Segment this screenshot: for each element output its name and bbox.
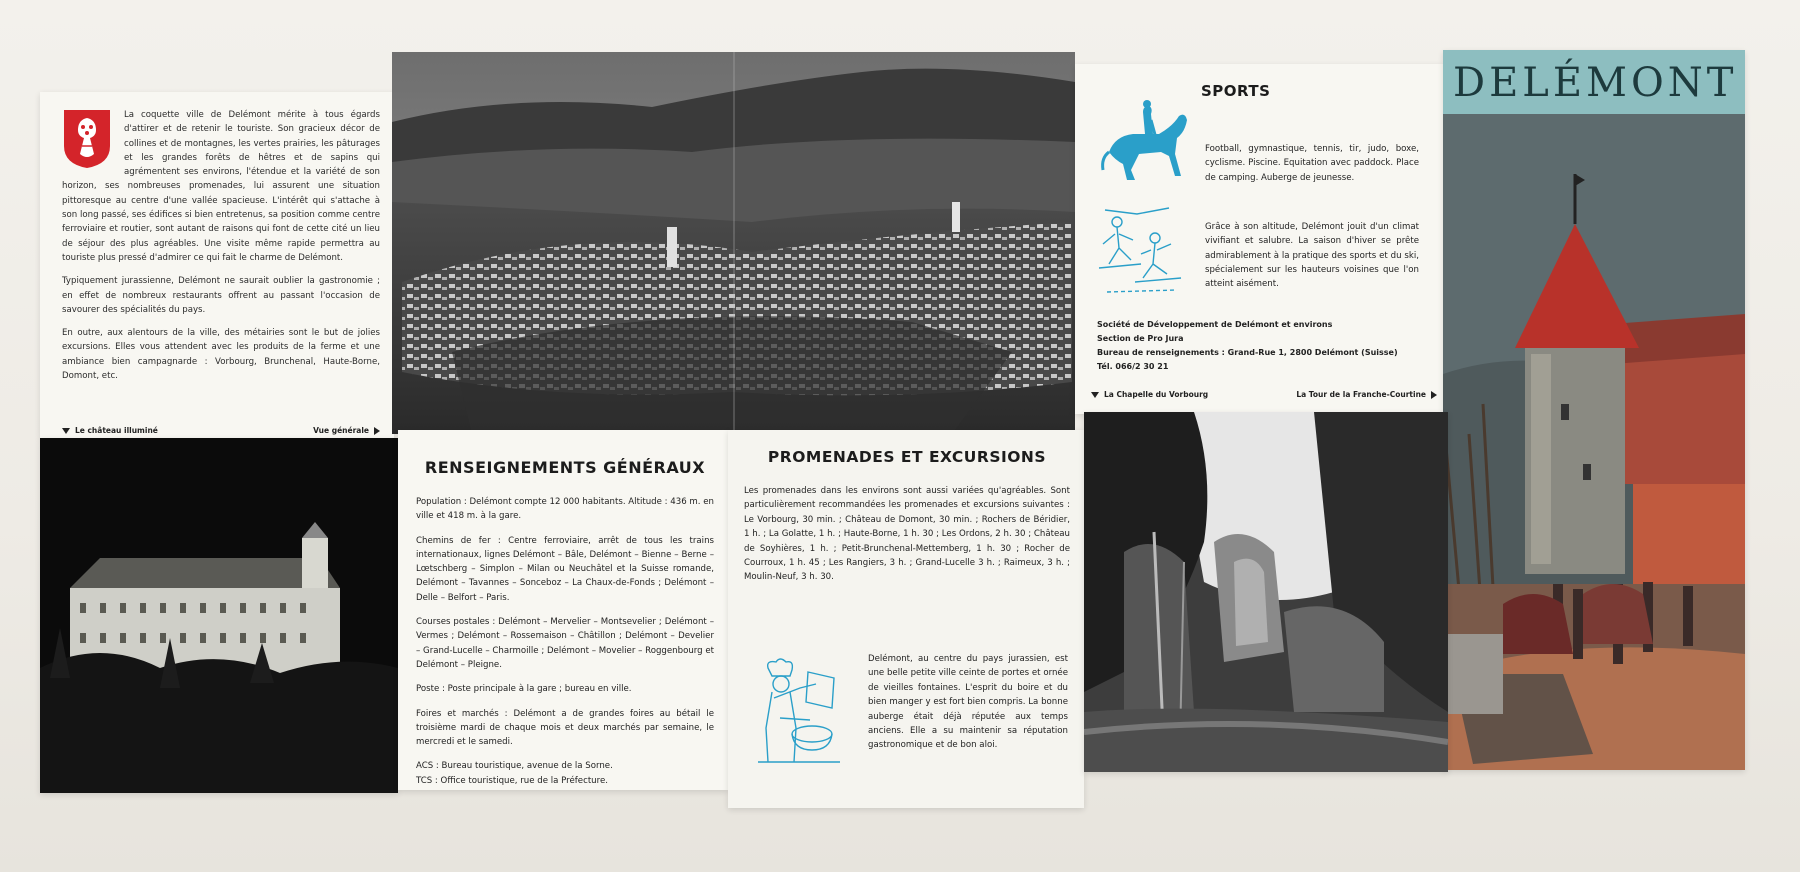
brochure-cover [1443, 50, 1745, 770]
arrow-down-icon [62, 428, 70, 434]
delemont-coat-of-arms-icon [62, 108, 112, 170]
arrow-down-icon [1091, 392, 1099, 398]
renseignements-title: RENSEIGNEMENTS GÉNÉRAUX [424, 458, 706, 477]
intro-paragraph-2: Typiquement jurassienne, Delémont ne saurait oublier la gastronomie ; en effet de nombreux restaurants offrent au passant l'occasion de savourer des spécialités du pays. [62, 276, 380, 315]
intro-panel [40, 92, 394, 438]
horse-rider-icon [1097, 98, 1193, 184]
chef-illustration-icon [750, 658, 842, 770]
society-line-4: Tél. 066/2 30 21 [1097, 362, 1169, 371]
caption-vue-generale-text: Vue générale [313, 426, 369, 435]
caption-tour-text: La Tour de la Franche-Courtine [1296, 390, 1426, 399]
sports-text-activities: Football, gymnastique, tennis, tir, judo, boxe, cyclisme. Piscine. Equitation avec paddock. Place de camping. Auberge de jeunesse. [1205, 144, 1419, 183]
rens-foires: Foires et marchés : Delémont a de grandes foires au bétail le troisième mardi de chaque mois et deux marchés par semaine, le mercredi et le samedi. [416, 708, 714, 748]
renseignements-panel [398, 430, 728, 790]
caption-vue-generale [313, 426, 380, 435]
tower-painting [1443, 114, 1745, 770]
rens-courses-postales: Courses postales : Delémont – Mervelier – Montsevelier ; Delémont – Vermes ; Delémont – Rossemaison – Châtillon ; Delémont – Develier – Grand-Lucelle – Charmoille ; Delémont – Movelier – Roggenbourg et Delémont – Pleigne. [416, 617, 714, 670]
rens-tcs: TCS : Office touristique, rue de la Préfecture. [416, 775, 608, 786]
caption-chateau [62, 426, 158, 435]
sports-captions [1083, 390, 1445, 406]
sports-panel [1075, 64, 1443, 414]
promenades-panel [728, 430, 1084, 808]
rens-poste: Poste : Poste principale à la gare ; bureau en ville. [416, 684, 632, 695]
vorbourg-forest-photo [1084, 412, 1448, 772]
caption-chapelle [1091, 390, 1208, 399]
rens-population: Population : Delémont compte 12 000 habitants. Altitude : 436 m. en ville et 418 m. à la gare. [416, 497, 714, 522]
society-line-2: Section de Pro Jura [1097, 334, 1184, 343]
caption-chapelle-text: La Chapelle du Vorbourg [1104, 390, 1209, 399]
sports-title: SPORTS [1201, 82, 1271, 100]
society-contact [1097, 318, 1427, 374]
arrow-right-icon [374, 427, 380, 435]
rens-chemins-de-fer: Chemins de fer : Centre ferroviaire, arrêt de tous les trains internationaux, lignes Delémont – Bâle, Delémont – Bienne – Berne – Lœtschberg – Simplon – Milan ou Neuchâtel et la Suisse romande, Delémont – Tavannes – Sonceboz – La Chaux-de-Fonds ; Delémont – Delle – Belfort – Paris. [416, 535, 714, 603]
caption-chateau-text: Le château illuminé [75, 426, 158, 435]
promenades-title: PROMENADES ET EXCURSIONS [767, 448, 1047, 466]
intro-paragraph-3: En outre, aux alentours de la ville, des métairies sont le but de jolies excursions. Elles vous attendent avec les produits de la ferme et une ambiance bien campagnarde : Vorbourg, Brunchenal, Haute-Borne, Domont, etc. [62, 328, 380, 382]
society-line-3: Bureau de renseignements : Grand-Rue 1, 2800 Delémont (Suisse) [1097, 348, 1398, 357]
cover-title: DELÉMONT [1453, 60, 1738, 106]
caption-tour [1296, 390, 1437, 399]
promenades-text: Les promenades dans les environs sont aussi variées qu'agréables. Sont particulièrement recommandées les promenades et excursions suivantes : Le Vorbourg, 30 min. ; Château de Domont, 30 min. ; Rochers de Béridier, 1 h. ; La Golatte, 1 h. ; Haute-Borne, 1 h. 30 ; Les Ordons, 2 h. 30 ; Château de Soyhières, 1 h. ; Petit-Brunchenal-Mettemberg, 1 h. 30 ; Rocher de Courroux, 1 h. 45 ; Les Rangiers, 3 h. ; Grand-Lucelle 3 h. ; Raimeux, 3 h. ; Moulin-Neuf, 3 h. 30. [744, 486, 1070, 583]
arrow-right-icon [1431, 391, 1437, 399]
castle-night-photo [40, 438, 398, 793]
aerial-view-photo [392, 52, 1075, 434]
auberge-text: Delémont, au centre du pays jurassien, est une belle petite ville ceinte de portes et ornée de vieilles fontaines. L'esprit du boire et du bien manger y est fort bien compris. La bonne auberge était déjà réputée aux temps anciens. Elle a su maintenir sa réputation gastronomique et de bon aloi. [868, 654, 1068, 751]
society-line-1: Société de Développement de Delémont et environs [1097, 320, 1333, 329]
sports-text-climate: Grâce à son altitude, Delémont jouit d'un climat vivifiant et salubre. La saison d'hiver se prête admirablement à la pratique des sports et du ski, spécialement sur les hauteurs voisines que l'on atteint aisément. [1205, 222, 1419, 290]
rens-acs: ACS : Bureau touristique, avenue de la Sorne. [416, 761, 613, 772]
intro-paragraph-1: La coquette ville de Delémont mérite à tous égards d'attirer et de retenir le touriste. Son gracieux décor de collines et de montagnes, les vertes prairies, les pâturages et les grandes forêts de hêtres et de sapins qui agrémentent ses environs, l'étendue et la variété de son horizon, ses nombreuses promenades, lui assurent une situation pittoresque au centre d'une vallée spacieuse. L'intérêt qui s'attache à son long passé, ses édifices si bien entretenus, sa position comme centre ferroviaire et routier, sont autant de raisons qui font de cette cité un lieu de séjour des plus agréables. Une visite même rapide permettra au touriste plus pressé d'admirer ce qui fait le charme de Delémont. [62, 110, 380, 263]
ski-illustration-icon [1097, 204, 1187, 300]
